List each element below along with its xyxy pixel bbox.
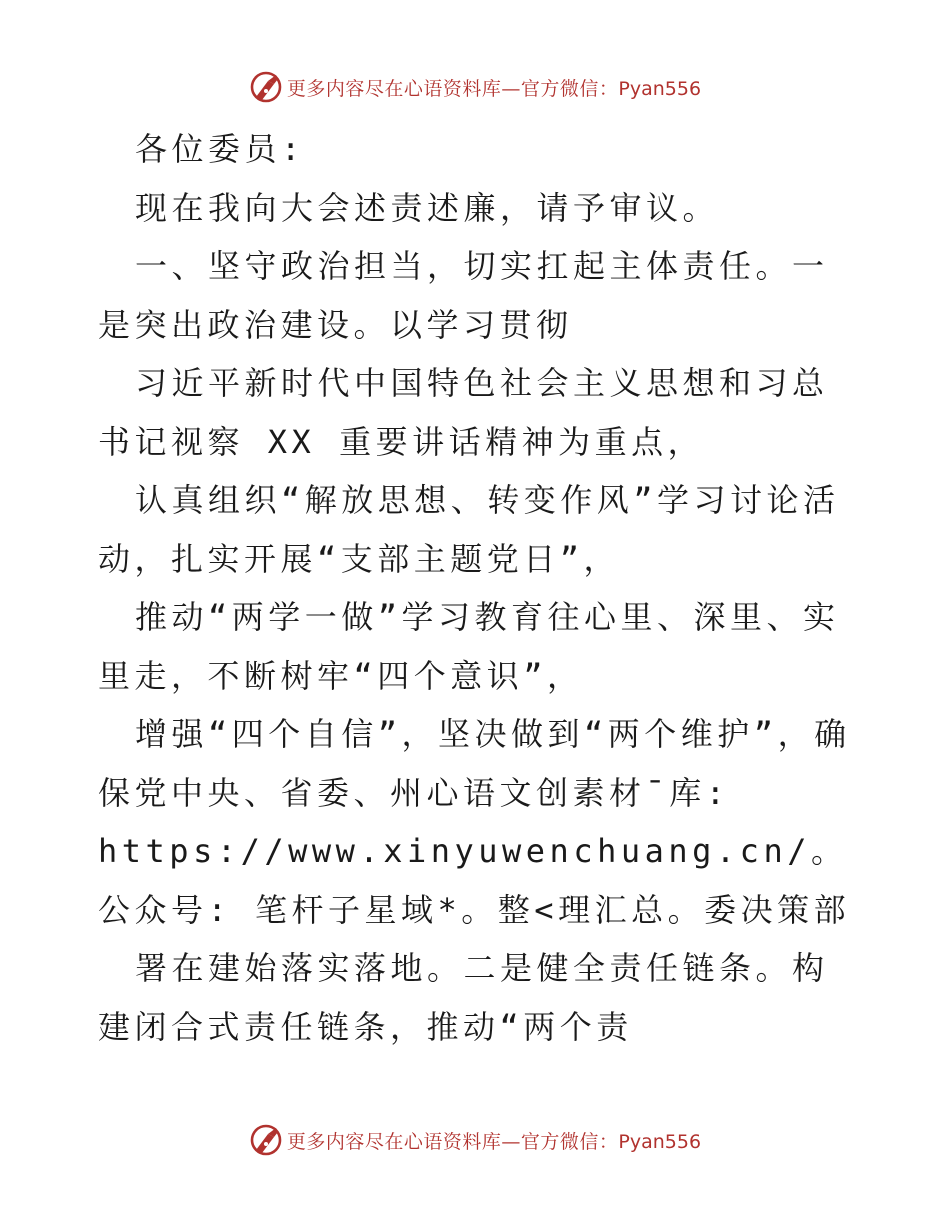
watermark-id: Pyan556 — [618, 77, 702, 100]
paragraph: 推动“两学一做”学习教育往心里、深里、实里走，不断树牢“四个意识”， — [98, 598, 840, 695]
document-body — [98, 120, 858, 1056]
paragraph: 现在我向大会述责述廉，请予审议。 — [135, 188, 720, 227]
paragraph: 各位委员: — [135, 130, 305, 168]
watermark-text: 更多内容尽在心语资料库—官方微信： — [286, 1130, 619, 1153]
paragraph: 一、坚守政治担当，切实扛起主体责任。一是突出政治建设。以学习贯彻 — [98, 247, 829, 344]
paragraph: 署在建始落实落地。二是健全责任链条。构建闭合式责任链条，推动“两个责 — [98, 949, 829, 1046]
paragraph: 增强“四个自信”，坚决做到“两个维护”，确保党中央、省委、州心语文创素材¯库: https://www.xinyuwenchuang.cn/。公众号: 笔杆子星域*。整<理汇总。委决策部 — [98, 715, 851, 929]
paragraph: 认真组织“解放思想、转变作风”学习讨论活动，扎实开展“支部主题党日”， — [98, 481, 840, 578]
pen-nib-circle-icon — [249, 1123, 283, 1157]
watermark-id: Pyan556 — [618, 1130, 702, 1153]
footer-watermark — [0, 1123, 950, 1157]
pen-nib-circle-icon — [249, 70, 283, 104]
header-watermark — [0, 70, 950, 104]
paragraph: 习近平新时代中国特色社会主义思想和习总书记视察 XX 重要讲话精神为重点， — [98, 364, 829, 461]
watermark-text: 更多内容尽在心语资料库—官方微信： — [286, 77, 619, 100]
